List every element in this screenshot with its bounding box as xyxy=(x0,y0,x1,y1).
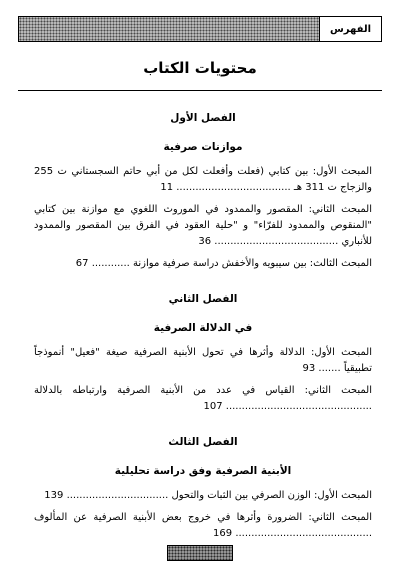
header-dot-pattern xyxy=(19,17,319,41)
page-number: 139 xyxy=(44,490,64,501)
entry-text: المبحث الأول: الدلالة وأثرها في تحول الأبنية الصرفية صيغة "فعيل" أنموذجاً تطبيقياً xyxy=(34,347,372,374)
page-number: 169 xyxy=(213,528,233,539)
chapter-subtitle: موازنات صرفية xyxy=(163,141,243,153)
entry-text: المبحث الثاني: القياس في عدد من الأبنية الصرفية وارتباطه بالدلالة xyxy=(34,385,372,396)
page-number: 67 xyxy=(75,258,89,269)
leader-dots: .............................................. xyxy=(225,401,372,412)
leader-dots: ....... xyxy=(318,363,341,374)
page-number: 107 xyxy=(203,401,223,412)
leader-dots: ....................................... xyxy=(214,236,339,247)
page-title: محتويات الكتاب xyxy=(143,59,257,77)
entry-text: المبحث الأول: الوزن الصرفي بين الثبات والتحول xyxy=(171,490,372,501)
header-label: الفهرس xyxy=(319,17,381,41)
leader-dots: ........................................... xyxy=(235,528,372,539)
toc-entry xyxy=(34,510,372,542)
entry-text: المبحث الثاني: الضرورة وأثرها في خروج بعض الأبنية الصرفية عن المألوف xyxy=(34,512,372,523)
chapter-subtitle: الأبنية الصرفية وفق دراسة تحليلية xyxy=(114,465,292,477)
entry-text: المبحث الثاني: المقصور والممدود في الموروث اللغوي مع موازنة بين كتابي "المنقوص والممدود للفرّاء" و "حلية العقود في الفرق بين المقصور والممدود للأنباري xyxy=(34,204,372,247)
leader-dots: ............ xyxy=(91,258,130,269)
footer-ornament xyxy=(167,545,233,561)
chapter-heading: الفصل الثالث xyxy=(168,436,238,448)
page-number: 36 xyxy=(198,236,212,247)
leader-dots: .................................... xyxy=(176,182,291,193)
toc-entry xyxy=(34,488,372,504)
chapter-subtitle: في الدلالة الصرفية xyxy=(153,322,253,334)
page-number: 11 xyxy=(160,182,174,193)
entry-text: المبحث الأول: بين كتابي (فعلت وأفعلت لكل من أبي حاتم السجستاني ت 255 والزجاج ت 311 هـ xyxy=(34,166,372,193)
running-header xyxy=(18,16,382,42)
entry-text: المبحث الثالث: بين سيبويه والأخفش دراسة صرفية موازنة xyxy=(133,258,372,269)
chapter-heading: الفصل الثاني xyxy=(168,293,238,305)
toc-entry xyxy=(34,164,372,196)
leader-dots: ................................ xyxy=(66,490,169,501)
toc-entry xyxy=(34,256,372,272)
chapter-heading: الفصل الأول xyxy=(170,112,236,124)
table-of-contents xyxy=(34,100,372,542)
toc-entry xyxy=(34,383,372,415)
page-number: 93 xyxy=(302,363,316,374)
toc-entry xyxy=(34,345,372,377)
toc-entry xyxy=(34,202,372,250)
title-divider xyxy=(18,90,382,91)
